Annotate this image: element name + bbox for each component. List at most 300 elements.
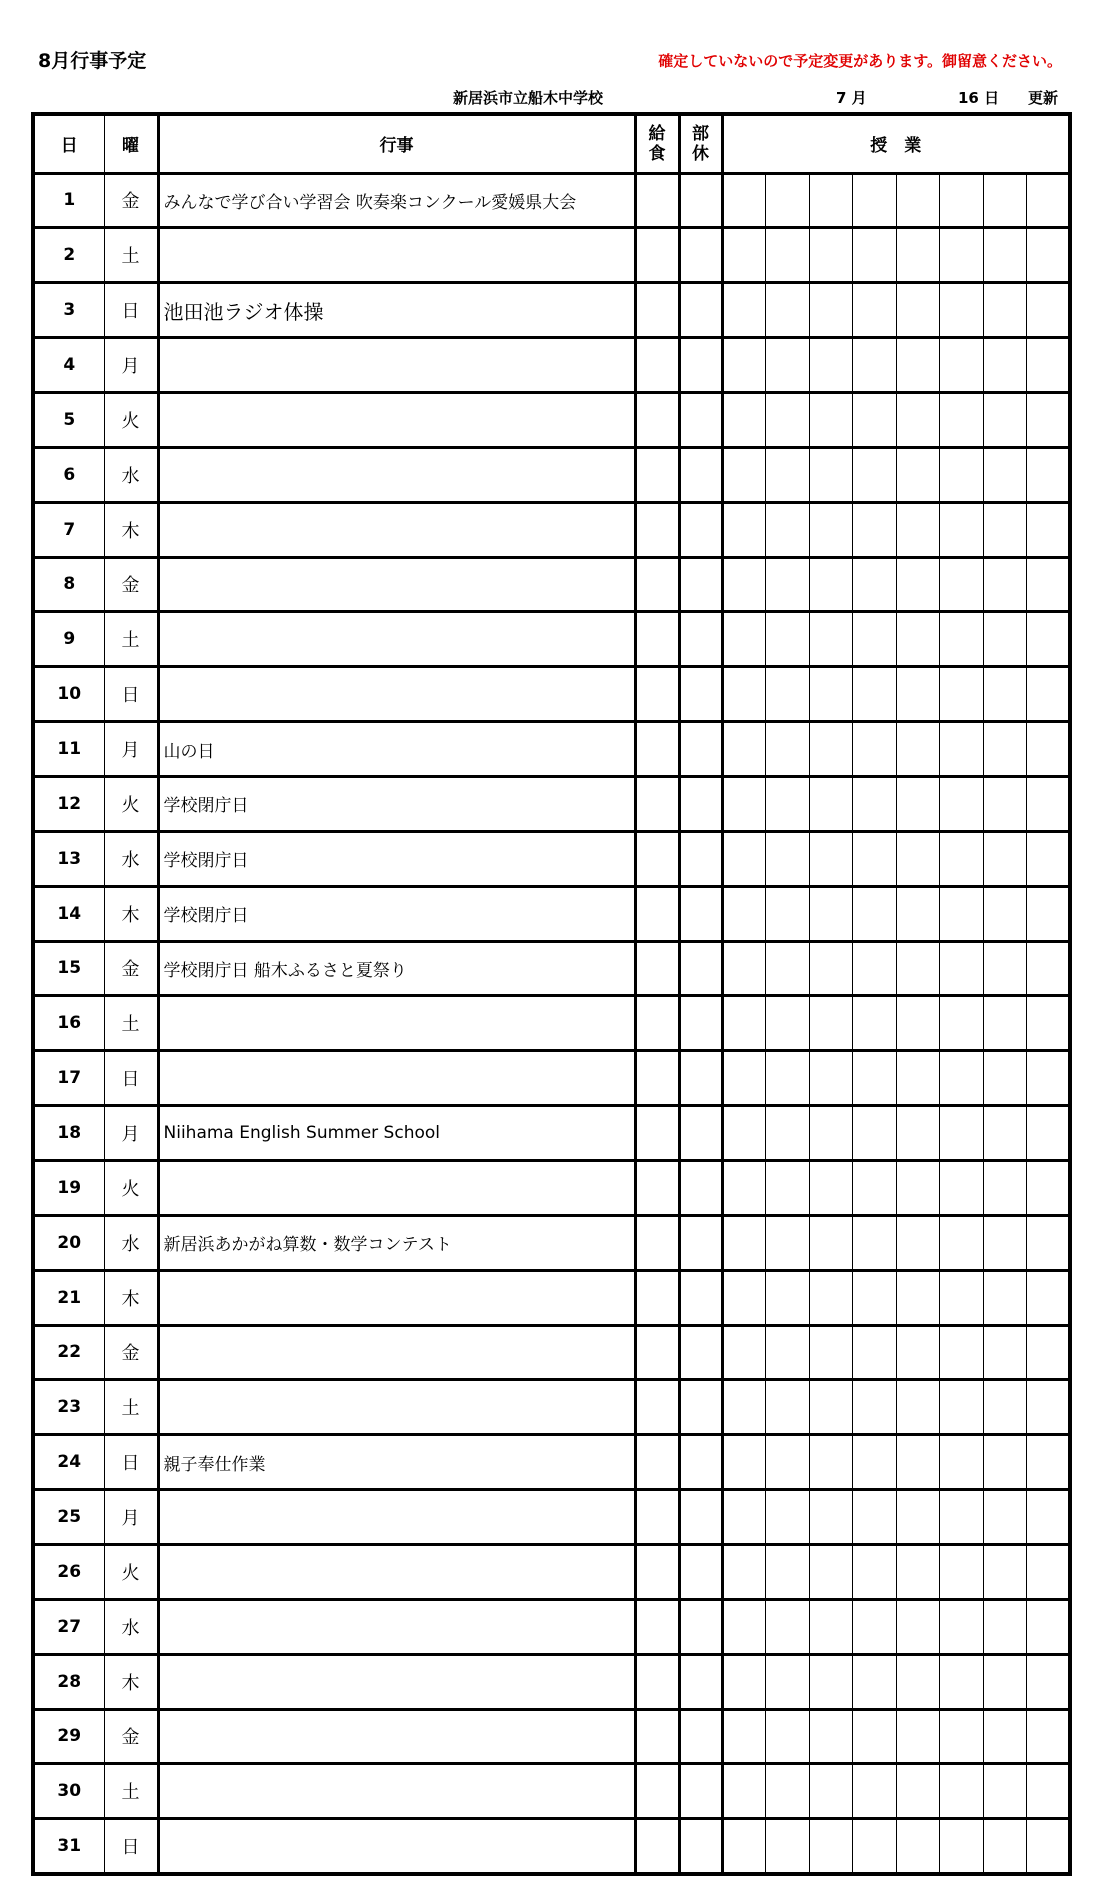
class-period-cell	[1027, 886, 1071, 941]
header-club-char-2: 休	[692, 143, 709, 164]
table-row	[33, 1106, 1070, 1161]
class-period-cell	[983, 831, 1027, 886]
class-period-cell	[722, 228, 766, 283]
class-period-cell	[766, 1654, 810, 1709]
day-cell: 18	[33, 1106, 104, 1161]
class-period-cell	[940, 1380, 984, 1435]
day-cell: 26	[33, 1544, 104, 1599]
school-lunch-cell	[635, 1160, 679, 1215]
school-name: 新居浜市立船木中学校	[453, 89, 604, 107]
table-row	[33, 776, 1070, 831]
class-period-cell	[983, 886, 1027, 941]
weekday-cell: 火	[104, 1544, 158, 1599]
day-cell: 17	[33, 1051, 104, 1106]
class-period-cell	[722, 1160, 766, 1215]
table-row	[33, 502, 1070, 557]
class-period-cell	[1027, 1490, 1071, 1545]
table-row	[33, 1709, 1070, 1764]
update-day: 16 日	[958, 89, 1000, 107]
class-period-cell	[940, 1215, 984, 1270]
class-period-cell	[766, 1270, 810, 1325]
update-month: 7 月	[836, 89, 867, 107]
weekday-cell: 金	[104, 557, 158, 612]
table-row	[33, 1490, 1070, 1545]
class-period-cell	[1027, 502, 1071, 557]
day-cell: 11	[33, 722, 104, 777]
club-off-cell	[679, 886, 722, 941]
day-cell: 20	[33, 1215, 104, 1270]
school-lunch-cell	[635, 1599, 679, 1654]
event-cell	[158, 228, 635, 283]
class-period-cell	[983, 1764, 1027, 1819]
day-cell: 30	[33, 1764, 104, 1819]
class-period-cell	[896, 392, 940, 447]
club-off-cell	[679, 1435, 722, 1490]
class-period-cell	[809, 1819, 853, 1874]
class-period-cell	[983, 1051, 1027, 1106]
class-period-cell	[809, 722, 853, 777]
class-period-cell	[809, 1160, 853, 1215]
class-period-cell	[722, 1325, 766, 1380]
class-period-cell	[1027, 228, 1071, 283]
club-off-cell	[679, 722, 722, 777]
class-period-cell	[1027, 941, 1071, 996]
school-lunch-cell	[635, 338, 679, 393]
class-period-cell	[766, 338, 810, 393]
class-period-cell	[896, 776, 940, 831]
club-off-cell	[679, 667, 722, 722]
class-period-cell	[896, 1380, 940, 1435]
class-period-cell	[722, 173, 766, 228]
school-lunch-cell	[635, 502, 679, 557]
class-period-cell	[722, 338, 766, 393]
class-period-cell	[722, 392, 766, 447]
class-period-cell	[722, 1051, 766, 1106]
class-period-cell	[809, 667, 853, 722]
class-period-cell	[940, 392, 984, 447]
day-cell: 10	[33, 667, 104, 722]
club-off-cell	[679, 1490, 722, 1545]
class-period-cell	[1027, 392, 1071, 447]
school-lunch-cell	[635, 173, 679, 228]
weekday-cell: 土	[104, 996, 158, 1051]
class-period-cell	[1027, 776, 1071, 831]
class-period-cell	[853, 283, 897, 338]
class-period-cell	[853, 228, 897, 283]
class-period-cell	[722, 502, 766, 557]
class-period-cell	[853, 667, 897, 722]
table-row	[33, 1160, 1070, 1215]
class-period-cell	[896, 1215, 940, 1270]
club-off-cell	[679, 1654, 722, 1709]
header-event: 行事	[158, 114, 635, 173]
day-cell: 16	[33, 996, 104, 1051]
class-period-cell	[1027, 1270, 1071, 1325]
event-cell: 学校閉庁日	[158, 886, 635, 941]
class-period-cell	[1027, 612, 1071, 667]
class-period-cell	[1027, 173, 1071, 228]
school-lunch-cell	[635, 1270, 679, 1325]
day-cell: 15	[33, 941, 104, 996]
club-off-cell	[679, 392, 722, 447]
class-period-cell	[722, 831, 766, 886]
club-off-cell	[679, 1819, 722, 1874]
weekday-cell: 火	[104, 776, 158, 831]
class-period-cell	[722, 667, 766, 722]
day-cell: 6	[33, 447, 104, 502]
day-cell: 21	[33, 1270, 104, 1325]
class-period-cell	[853, 1544, 897, 1599]
class-period-cell	[940, 1709, 984, 1764]
event-cell	[158, 1490, 635, 1545]
class-period-cell	[766, 1819, 810, 1874]
weekday-cell: 金	[104, 941, 158, 996]
weekday-cell: 金	[104, 1325, 158, 1380]
table-row	[33, 1764, 1070, 1819]
weekday-cell: 月	[104, 338, 158, 393]
club-off-cell	[679, 1160, 722, 1215]
class-period-cell	[766, 1215, 810, 1270]
class-period-cell	[809, 502, 853, 557]
class-period-cell	[940, 886, 984, 941]
class-period-cell	[1027, 1544, 1071, 1599]
school-lunch-cell	[635, 283, 679, 338]
class-period-cell	[896, 1764, 940, 1819]
school-lunch-cell	[635, 1215, 679, 1270]
class-period-cell	[809, 557, 853, 612]
class-period-cell	[766, 886, 810, 941]
event-cell: みんなで学び合い学習会 吹奏楽コンクール愛媛県大会	[158, 173, 635, 228]
class-period-cell	[809, 941, 853, 996]
class-period-cell	[983, 722, 1027, 777]
class-period-cell	[809, 1106, 853, 1161]
class-period-cell	[809, 1599, 853, 1654]
table-row	[33, 1435, 1070, 1490]
class-period-cell	[853, 1270, 897, 1325]
class-period-cell	[896, 447, 940, 502]
class-period-cell	[1027, 1106, 1071, 1161]
class-period-cell	[722, 1106, 766, 1161]
class-period-cell	[766, 1544, 810, 1599]
class-period-cell	[896, 1051, 940, 1106]
class-period-cell	[853, 941, 897, 996]
class-period-cell	[983, 1819, 1027, 1874]
class-period-cell	[896, 557, 940, 612]
class-period-cell	[809, 173, 853, 228]
table-row	[33, 886, 1070, 941]
class-period-cell	[809, 612, 853, 667]
class-period-cell	[766, 502, 810, 557]
class-period-cell	[983, 173, 1027, 228]
club-off-cell	[679, 557, 722, 612]
class-period-cell	[940, 173, 984, 228]
class-period-cell	[722, 1599, 766, 1654]
class-period-cell	[809, 338, 853, 393]
class-period-cell	[722, 1435, 766, 1490]
class-period-cell	[896, 228, 940, 283]
class-period-cell	[896, 338, 940, 393]
class-period-cell	[809, 447, 853, 502]
weekday-cell: 木	[104, 502, 158, 557]
table-row	[33, 338, 1070, 393]
header-meal-char-1: 給	[648, 123, 666, 144]
class-period-cell	[1027, 1764, 1071, 1819]
event-cell	[158, 667, 635, 722]
day-cell: 2	[33, 228, 104, 283]
header-row	[33, 114, 1070, 173]
class-period-cell	[722, 1544, 766, 1599]
day-cell: 13	[33, 831, 104, 886]
table-row	[33, 228, 1070, 283]
day-cell: 29	[33, 1709, 104, 1764]
event-cell	[158, 1709, 635, 1764]
weekday-cell: 金	[104, 1709, 158, 1764]
weekday-cell: 月	[104, 1106, 158, 1161]
class-period-cell	[896, 722, 940, 777]
day-cell: 25	[33, 1490, 104, 1545]
class-period-cell	[983, 1160, 1027, 1215]
class-period-cell	[853, 1490, 897, 1545]
class-period-cell	[722, 996, 766, 1051]
school-lunch-cell	[635, 722, 679, 777]
class-period-cell	[896, 1160, 940, 1215]
class-period-cell	[722, 612, 766, 667]
event-cell	[158, 502, 635, 557]
class-period-cell	[983, 776, 1027, 831]
class-period-cell	[853, 1764, 897, 1819]
event-cell	[158, 1270, 635, 1325]
club-off-cell	[679, 173, 722, 228]
class-period-cell	[983, 338, 1027, 393]
event-cell	[158, 1599, 635, 1654]
day-cell: 23	[33, 1380, 104, 1435]
school-lunch-cell	[635, 1764, 679, 1819]
class-period-cell	[896, 1270, 940, 1325]
table-row	[33, 1544, 1070, 1599]
class-period-cell	[983, 1325, 1027, 1380]
event-cell: 学校閉庁日 船木ふるさと夏祭り	[158, 941, 635, 996]
table-row	[33, 831, 1070, 886]
table-row	[33, 996, 1070, 1051]
class-period-cell	[896, 667, 940, 722]
class-period-cell	[940, 1544, 984, 1599]
class-period-cell	[896, 1544, 940, 1599]
class-period-cell	[809, 996, 853, 1051]
update-label: 更新	[1028, 89, 1059, 107]
event-cell	[158, 612, 635, 667]
event-cell	[158, 1160, 635, 1215]
event-cell: 親子奉仕作業	[158, 1435, 635, 1490]
club-off-cell	[679, 776, 722, 831]
class-period-cell	[940, 1490, 984, 1545]
class-period-cell	[766, 1709, 810, 1764]
weekday-cell: 木	[104, 1270, 158, 1325]
class-period-cell	[940, 776, 984, 831]
day-cell: 28	[33, 1654, 104, 1709]
class-period-cell	[809, 831, 853, 886]
class-period-cell	[766, 1599, 810, 1654]
class-period-cell	[809, 283, 853, 338]
class-period-cell	[853, 1160, 897, 1215]
class-period-cell	[853, 1106, 897, 1161]
class-period-cell	[766, 228, 810, 283]
class-period-cell	[766, 941, 810, 996]
class-period-cell	[896, 886, 940, 941]
class-period-cell	[766, 447, 810, 502]
class-period-cell	[722, 1654, 766, 1709]
class-period-cell	[853, 557, 897, 612]
weekday-cell: 金	[104, 173, 158, 228]
class-period-cell	[766, 392, 810, 447]
table-row	[33, 557, 1070, 612]
header-meal-char-2: 食	[648, 143, 666, 164]
class-period-cell	[853, 1654, 897, 1709]
weekday-cell: 日	[104, 667, 158, 722]
class-period-cell	[809, 228, 853, 283]
class-period-cell	[766, 1764, 810, 1819]
weekday-cell: 水	[104, 1215, 158, 1270]
club-off-cell	[679, 1215, 722, 1270]
class-period-cell	[853, 612, 897, 667]
event-cell	[158, 1544, 635, 1599]
table-row	[33, 612, 1070, 667]
header-school-lunch	[635, 114, 679, 173]
club-off-cell	[679, 1709, 722, 1764]
class-period-cell	[896, 1325, 940, 1380]
class-period-cell	[766, 1106, 810, 1161]
class-period-cell	[940, 447, 984, 502]
class-period-cell	[940, 1106, 984, 1161]
class-period-cell	[896, 1435, 940, 1490]
table-row	[33, 447, 1070, 502]
class-period-cell	[1027, 283, 1071, 338]
class-period-cell	[1027, 1819, 1071, 1874]
class-period-cell	[896, 1599, 940, 1654]
table-row	[33, 1654, 1070, 1709]
class-period-cell	[983, 447, 1027, 502]
page-title: 8月行事予定	[38, 50, 147, 72]
class-period-cell	[766, 1051, 810, 1106]
event-cell: 学校閉庁日	[158, 776, 635, 831]
class-period-cell	[983, 1599, 1027, 1654]
class-period-cell	[1027, 722, 1071, 777]
header-weekday: 曜	[104, 114, 158, 173]
day-cell: 5	[33, 392, 104, 447]
class-period-cell	[766, 722, 810, 777]
school-lunch-cell	[635, 228, 679, 283]
day-cell: 24	[33, 1435, 104, 1490]
class-period-cell	[940, 1325, 984, 1380]
class-period-cell	[1027, 1325, 1071, 1380]
class-period-cell	[896, 173, 940, 228]
table-row	[33, 1380, 1070, 1435]
class-period-cell	[940, 941, 984, 996]
class-period-cell	[853, 1599, 897, 1654]
class-period-cell	[896, 1490, 940, 1545]
club-off-cell	[679, 1270, 722, 1325]
event-cell	[158, 447, 635, 502]
table-row	[33, 722, 1070, 777]
class-period-cell	[940, 228, 984, 283]
class-period-cell	[983, 1435, 1027, 1490]
school-lunch-cell	[635, 667, 679, 722]
weekday-cell: 火	[104, 392, 158, 447]
class-period-cell	[853, 1215, 897, 1270]
class-period-cell	[940, 612, 984, 667]
event-cell	[158, 1051, 635, 1106]
table-row	[33, 283, 1070, 338]
class-period-cell	[896, 831, 940, 886]
weekday-cell: 火	[104, 1160, 158, 1215]
class-period-cell	[940, 831, 984, 886]
class-period-cell	[1027, 338, 1071, 393]
class-period-cell	[940, 722, 984, 777]
table-row	[33, 1270, 1070, 1325]
weekday-cell: 月	[104, 722, 158, 777]
class-period-cell	[766, 557, 810, 612]
school-lunch-cell	[635, 1325, 679, 1380]
class-period-cell	[896, 1654, 940, 1709]
club-off-cell	[679, 1106, 722, 1161]
class-period-cell	[809, 1051, 853, 1106]
class-period-cell	[853, 831, 897, 886]
class-period-cell	[809, 1544, 853, 1599]
class-period-cell	[853, 886, 897, 941]
table-row	[33, 392, 1070, 447]
class-period-cell	[722, 776, 766, 831]
event-cell: 山の日	[158, 722, 635, 777]
class-period-cell	[809, 1270, 853, 1325]
class-period-cell	[853, 338, 897, 393]
table-row	[33, 173, 1070, 228]
class-period-cell	[983, 1490, 1027, 1545]
class-period-cell	[983, 1709, 1027, 1764]
event-cell	[158, 1819, 635, 1874]
class-period-cell	[1027, 1215, 1071, 1270]
class-period-cell	[983, 557, 1027, 612]
class-period-cell	[853, 392, 897, 447]
school-lunch-cell	[635, 886, 679, 941]
table-row	[33, 1051, 1070, 1106]
class-period-cell	[853, 1435, 897, 1490]
school-lunch-cell	[635, 1654, 679, 1709]
day-cell: 7	[33, 502, 104, 557]
class-period-cell	[809, 776, 853, 831]
weekday-cell: 日	[104, 283, 158, 338]
class-period-cell	[896, 941, 940, 996]
class-period-cell	[1027, 1709, 1071, 1764]
class-period-cell	[766, 612, 810, 667]
school-lunch-cell	[635, 1380, 679, 1435]
school-lunch-cell	[635, 447, 679, 502]
class-period-cell	[940, 1819, 984, 1874]
weekday-cell: 日	[104, 1435, 158, 1490]
class-period-cell	[940, 1051, 984, 1106]
class-period-cell	[896, 283, 940, 338]
class-period-cell	[766, 831, 810, 886]
day-cell: 31	[33, 1819, 104, 1874]
class-period-cell	[983, 1215, 1027, 1270]
class-period-cell	[722, 941, 766, 996]
class-period-cell	[722, 886, 766, 941]
class-period-cell	[983, 228, 1027, 283]
class-period-cell	[940, 1270, 984, 1325]
school-lunch-cell	[635, 1051, 679, 1106]
class-period-cell	[722, 1270, 766, 1325]
class-period-cell	[853, 722, 897, 777]
class-period-cell	[853, 1051, 897, 1106]
class-period-cell	[766, 1490, 810, 1545]
